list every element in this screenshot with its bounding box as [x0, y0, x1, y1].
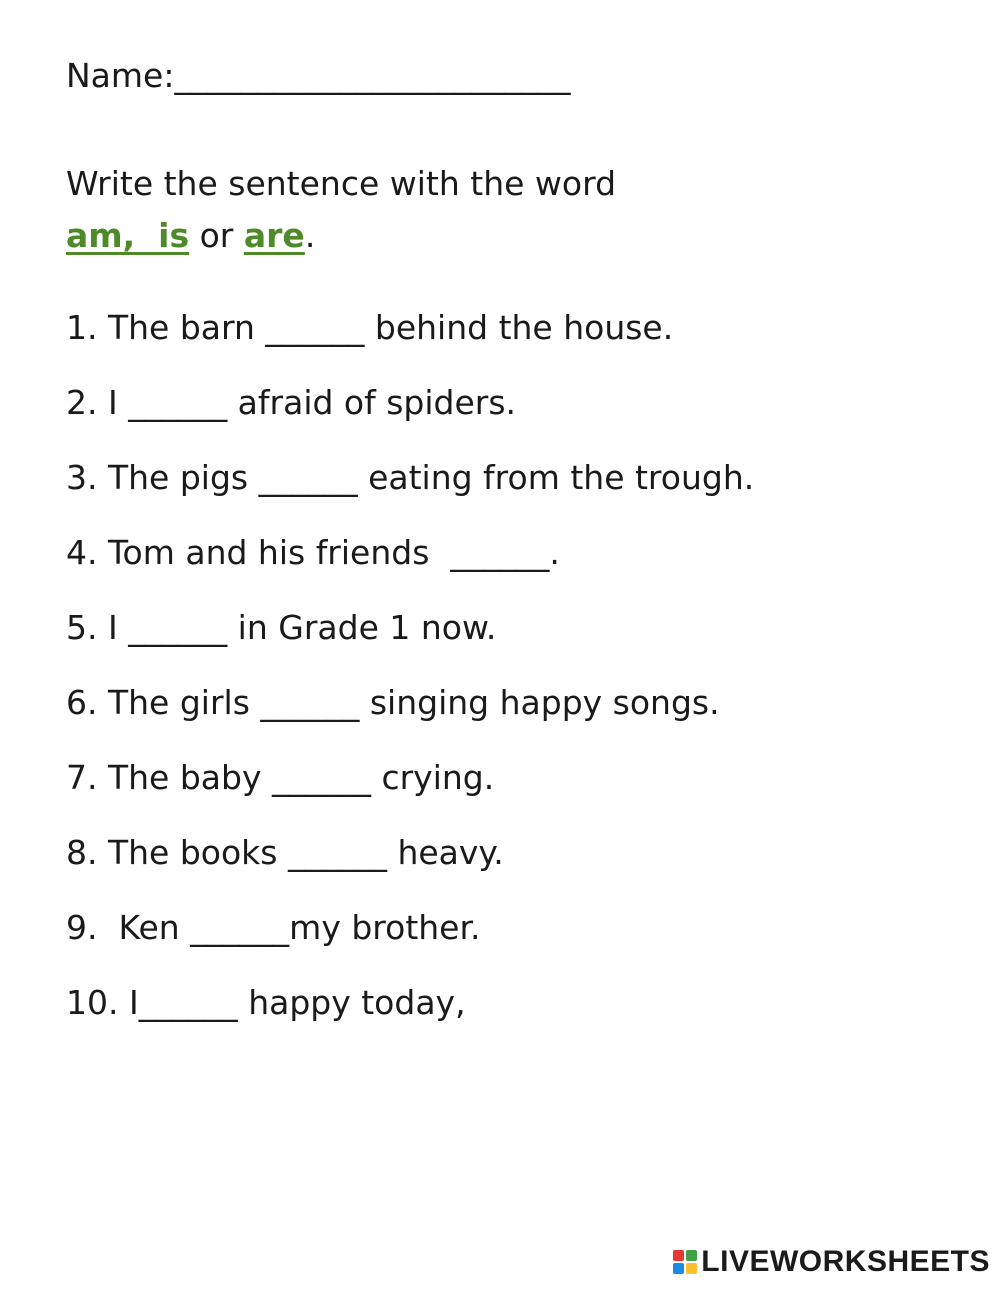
question-list: [66, 306, 754, 1056]
question-item: 8. The books ______ heavy.: [66, 833, 504, 872]
instruction-or: or: [189, 216, 244, 255]
question-item: 1. The barn ______ behind the house.: [66, 308, 674, 347]
logo-square-green: [686, 1250, 697, 1261]
keyword-am-is: am, is: [66, 216, 190, 255]
keyword-are: are: [243, 216, 305, 255]
logo-square-blue: [673, 1263, 684, 1274]
liveworksheets-logo-icon: [673, 1250, 697, 1274]
brand-text: LIVEWORKSHEETS: [701, 1245, 990, 1278]
question-item: 5. I ______ in Grade 1 now.: [66, 608, 497, 647]
question-item: 7. The baby ______ crying.: [66, 758, 495, 797]
logo-square-yellow: [686, 1263, 697, 1274]
question-item: 3. The pigs ______ eating from the trough.: [66, 458, 755, 497]
question-item: 9. Ken ______my brother.: [66, 908, 481, 947]
question-item: 10. I______ happy today,: [66, 983, 466, 1022]
question-item: 2. I ______ afraid of spiders.: [66, 383, 517, 422]
instruction-line-1: Write the sentence with the word: [66, 164, 617, 203]
question-item: 4. Tom and his friends ______.: [66, 533, 560, 572]
liveworksheets-brand: [673, 1245, 990, 1279]
instruction: [66, 158, 616, 262]
logo-square-red: [673, 1250, 684, 1261]
name-field: Name:________________________: [66, 56, 571, 95]
instruction-period: .: [304, 216, 316, 255]
instruction-line-2: [66, 210, 616, 262]
question-item: 6. The girls ______ singing happy songs.: [66, 683, 720, 722]
